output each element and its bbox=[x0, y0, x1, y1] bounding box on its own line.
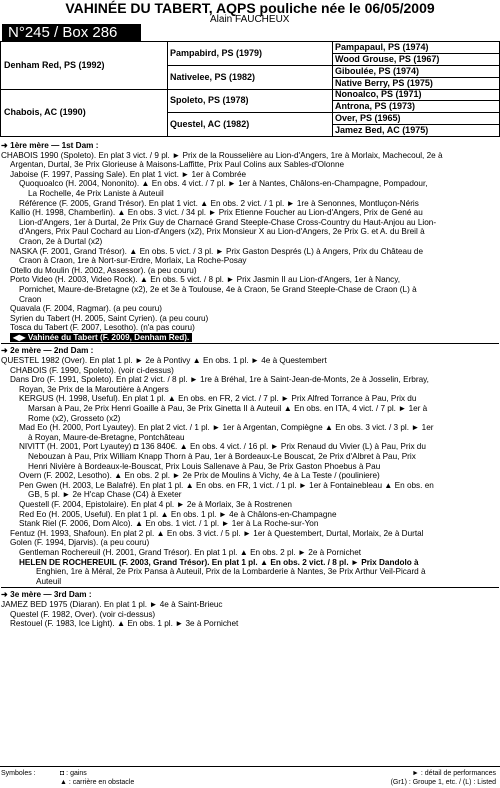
produce-line: NASKA (F. 2001, Grand Trésor). ▲ En obs. 5 vict. / 3 pl. ► Prix Gaston Després (L) à Angers, Prix du Château de bbox=[10, 246, 424, 256]
produce-line: Henri Nivière à Bordeaux-le-Bouscat, Prix Louis Sallenave à Pau, 3e Prix Gaston Phoebus à Pau bbox=[28, 461, 381, 471]
legend-title: Symboles : bbox=[1, 770, 36, 777]
produce-line: Porto Video (H. 2003, Video Rock). ▲ En obs. 5 vict. / 8 pl. ► Prix Jasmin II au Lion-d'Angers, 1er à Nancy, bbox=[10, 275, 401, 285]
legend-left bbox=[60, 769, 134, 787]
produce-line: Pen Gwen (H. 2003, Le Balafré). En plat 1 pl. ▲ En obs. en FR, 1 vict. / 1 pl. ► 1er à Fontainebleau ▲ En obs. en bbox=[19, 480, 434, 490]
pedigree-g7: Over, PS (1965) bbox=[335, 112, 401, 123]
produce-line: Mad Eo (H. 2000, Port Lyautey). En plat 2 vict. / 1 pl. ► 1er à Argentan, Compiègne ▲ En obs. 3 vict. / 3 pl. ► 1er bbox=[19, 423, 434, 433]
produce-line: KERGUS (H. 1998, Useful). En plat 1 pl. ▲ En obs. en FR, 2 vict. / 7 pl. ► Prix Alfred Torrance à Pau, Prix du bbox=[19, 394, 417, 404]
pedigree-g5: Nonoalco, PS (1971) bbox=[335, 89, 422, 99]
produce-line: Quoquoalco (H. 2004, Nononito). ▲ En obs. 4 vict. / 7 pl. ► 1er à Nantes, Châlons-en-Champagne, Pompadour, bbox=[19, 179, 428, 189]
legend-footer bbox=[0, 766, 500, 788]
pedigree-sire: Denham Red, PS (1992) bbox=[4, 60, 105, 70]
produce-line: Argentan, Durtal, 3e Prix Glorieuse à Maisons-Laffitte, Prix Paul Colins aux Sables-d'Olonne bbox=[10, 160, 345, 170]
produce-line: Fentuz (H. 1993, Shafoun). En plat 2 pl. ▲ En obs. 3 vict. / 5 pl. ► 1er à Questembert, Durtal, Morlaix, 2e à Durtal bbox=[10, 528, 424, 538]
produce-line: Pornichet, Maure-de-Bretagne (x2), 2e et 3e à Toulouse, 4e à Craon, 5e Grand Steeple-Chase de Craon (L) à bbox=[19, 284, 417, 294]
highlighted-lot-entry: ◀▶ Vahinée du Tabert (F. 2009, Denham Red). bbox=[10, 333, 192, 343]
produce-line bbox=[1, 333, 499, 343]
legend-performances: ► : détail de performances bbox=[412, 770, 496, 777]
produce-line: Kallio (H. 1998, Chamberlin). ▲ En obs. 3 vict. / 34 pl. ► Prix Etienne Foucher au Lion-d'Angers, Prix de Gené au bbox=[10, 208, 423, 218]
produce-line: Lion-d'Angers, 1er à Durtal, 2e Prix Guy de Charnacé Grand Steeple-Chase Cross-Country du Haut-Anjou au Lion- bbox=[19, 217, 437, 227]
produce-line: Enghien, 1re à Méral, 2e Prix Pansa à Auteuil, Prix de la Lombarderie à Nantes, 3e Prix Arthur Veil-Picard à bbox=[36, 567, 426, 577]
produce-line: à Royan, Maure-de-Bretagne, Pontchâteau bbox=[28, 432, 185, 442]
produce-line: Référence (F. 2005, Grand Trésor). En plat 1 vict. ▲ En obs. 2 vict. / 1 pl. ► 1re à Senonnes, Montluçon-Néris bbox=[19, 198, 419, 208]
produce-line: Restouel (F. 1983, Ice Light). ▲ En obs. 1 pl. ► 3e à Pornichet bbox=[10, 619, 239, 629]
produce-line: Auteuil bbox=[36, 576, 62, 586]
legend-gains: ◘ : gains bbox=[60, 770, 87, 777]
produce-line: Royan, 3e Prix de la Maroutière à Angers bbox=[19, 384, 169, 394]
produce-line: Jaboise (F. 1997, Passing Sale). En plat 1 vict. ► 1er à Combrée bbox=[10, 169, 247, 179]
dam-section-header: ➜ 1ère mère — 1st Dam : bbox=[1, 141, 99, 150]
produce-line: Dans Dro (F. 1991, Spoleto). En plat 2 vict. / 8 pl. ► 1re à Bréhal, 1re à Saint-Jean-de-Monts, 2e à Josselin, Erbray, bbox=[10, 375, 429, 385]
produce-line: JAMEZ BED 1975 (Diaran). En plat 1 pl. ► 4e à Saint-Brieuc bbox=[1, 599, 223, 609]
produce-line: NIVITT (H. 2001, Port Lyautey) ◘ 136 840€. ▲ En obs. 4 vict. / 16 pl. ► Prix Renaud du Vivier (L) à Pau, Prix du bbox=[19, 442, 426, 452]
pedigree-dam: Chabois, AC (1990) bbox=[4, 107, 86, 117]
legend-right bbox=[391, 769, 496, 787]
produce-line: Questel (F. 1982, Over). (voir ci-dessus) bbox=[10, 609, 156, 619]
page-title: VAHINÉE DU TABERT, AQPS pouliche née le 06/05/2009 bbox=[65, 0, 435, 16]
produce-line: HELEN DE ROCHEREUIL (F. 2003, Grand Trésor). En plat 1 pl. ▲ En obs. 2 vict. / 8 pl. ► Prix Dandolo à bbox=[19, 557, 419, 567]
produce-line: Questell (F. 2004, Epistolaire). En plat 4 pl. ► 2e à Morlaix, 3e à Rostrenen bbox=[19, 499, 292, 509]
pedigree-dam-sire: Spoleto, PS (1978) bbox=[170, 95, 249, 105]
produce-line: Rome (x2), Grosseto (x2) bbox=[28, 413, 121, 423]
pedigree-dam-dam: Questel, AC (1982) bbox=[170, 118, 250, 129]
pedigree-sire-sire: Pampabird, PS (1979) bbox=[170, 48, 263, 58]
produce-line: Quavala (F. 2004, Ragmar). (a peu couru) bbox=[10, 304, 162, 314]
produce-line: Nebouzan à Pau, Prix William Knapp Thorn à Pau, 1er à Bordeaux-Le Bouscat, 2e Prix d'Albret à Pau, Prix bbox=[28, 452, 416, 461]
pedigree-g4: Native Berry, PS (1975) bbox=[335, 77, 433, 88]
produce-line: CHABOIS (F. 1990, Spoleto). (voir ci-dessus) bbox=[10, 365, 174, 375]
legend-groups: (Gr1) : Groupe 1, etc. / (L) : Listed bbox=[390, 779, 496, 786]
pedigree-g1: Pampapaul, PS (1974) bbox=[335, 42, 429, 52]
dam-section-header: ➜ 2e mère — 2nd Dam : bbox=[1, 346, 94, 356]
produce-line: Tosca du Tabert (F. 2007, Lesotho). (n'a pas couru) bbox=[10, 323, 195, 333]
produce-line: Marsan à Pau, 2e Prix Henri Goaille à Pau, 3e Prix Ginetta II à Auteuil ▲ En obs. en ITA, 4 vict. / 7 pl. ► 1er à bbox=[28, 404, 428, 414]
produce-line: Red Eo (H. 2005, Useful). En plat 1 pl. ▲ En obs. 1 pl. ► 4e à Châlons-en-Champagne bbox=[19, 509, 337, 519]
pedigree-g6: Antrona, PS (1973) bbox=[335, 100, 416, 111]
owner-name: Alain FAUCHEUX bbox=[210, 14, 290, 25]
produce-line: La Rochelle, 4e Prix Laniste à Auteuil bbox=[28, 188, 164, 198]
lot-box-badge: N°245 / Box 286 bbox=[2, 24, 141, 41]
produce-record bbox=[1, 140, 499, 629]
section-divider bbox=[1, 343, 499, 344]
produce-line: Stank Riel (F. 2006, Dom Alco). ▲ En obs. 1 vict. / 1 pl. ► 1er à La Roche-sur-Yon bbox=[19, 519, 319, 529]
dam-section-header: ➜ 3e mère — 3rd Dam : bbox=[1, 590, 92, 600]
produce-line: GB, 5 pl. ► 2e H'cap Chase (C4) à Exeter bbox=[28, 490, 182, 500]
pedigree-g2: Wood Grouse, PS (1967) bbox=[335, 53, 440, 64]
produce-line: d'Angers, Prix Paul Cochard au Lion-d'Angers (x2), Prix Monsieur X au Lion-d'Angers, 2e Prix G. et A. du Breil à bbox=[19, 227, 425, 237]
pedigree-g3: Giboulée, PS (1974) bbox=[335, 65, 420, 76]
produce-line: Golen (F. 1994, Djarvis). (a peu couru) bbox=[10, 538, 150, 548]
produce-line: Syrien du Tabert (H. 2005, Saint Cyrien). (a peu couru) bbox=[10, 313, 209, 323]
legend-obstacle: ▲ : carrière en obstacle bbox=[60, 779, 135, 786]
section-divider bbox=[1, 587, 499, 588]
produce-line: QUESTEL 1982 (Over). En plat 1 pl. ► 2e à Pontivy ▲ En obs. 1 pl. ► 4e à Questembert bbox=[1, 356, 327, 366]
pedigree-sire-dam: Nativelee, PS (1982) bbox=[170, 71, 256, 82]
produce-line: Overn (F. 2002, Lesotho). ▲ En obs. 2 pl. ► 2e Prix de Moulins à Vichy, 4e à La Teste / (pouliniere) bbox=[19, 471, 380, 481]
produce-line: Otello du Moulin (H. 2002, Assessor). (a peu couru) bbox=[10, 265, 197, 275]
pedigree-table bbox=[0, 41, 500, 137]
produce-line: Craon à Craon, 1re à Nort-sur-Erdre, Morlaix, La Roche-Posay bbox=[19, 256, 247, 266]
produce-line: CHABOIS 1990 (Spoleto). En plat 3 vict. / 9 pl. ► Prix de la Rousselière au Lion-d'Angers, 1re à Morlaix, Machecoul, 2e à bbox=[1, 150, 443, 160]
produce-line: Craon, 2e à Durtal (x2) bbox=[19, 236, 103, 246]
produce-line: Craon bbox=[19, 294, 42, 304]
pedigree-g8: Jamez Bed, AC (1975) bbox=[335, 124, 429, 135]
produce-line: Gentleman Rochereuil (H. 2001, Grand Trésor). En plat 1 pl. ▲ En obs. 2 pl. ► 2e à Pornichet bbox=[19, 547, 362, 557]
